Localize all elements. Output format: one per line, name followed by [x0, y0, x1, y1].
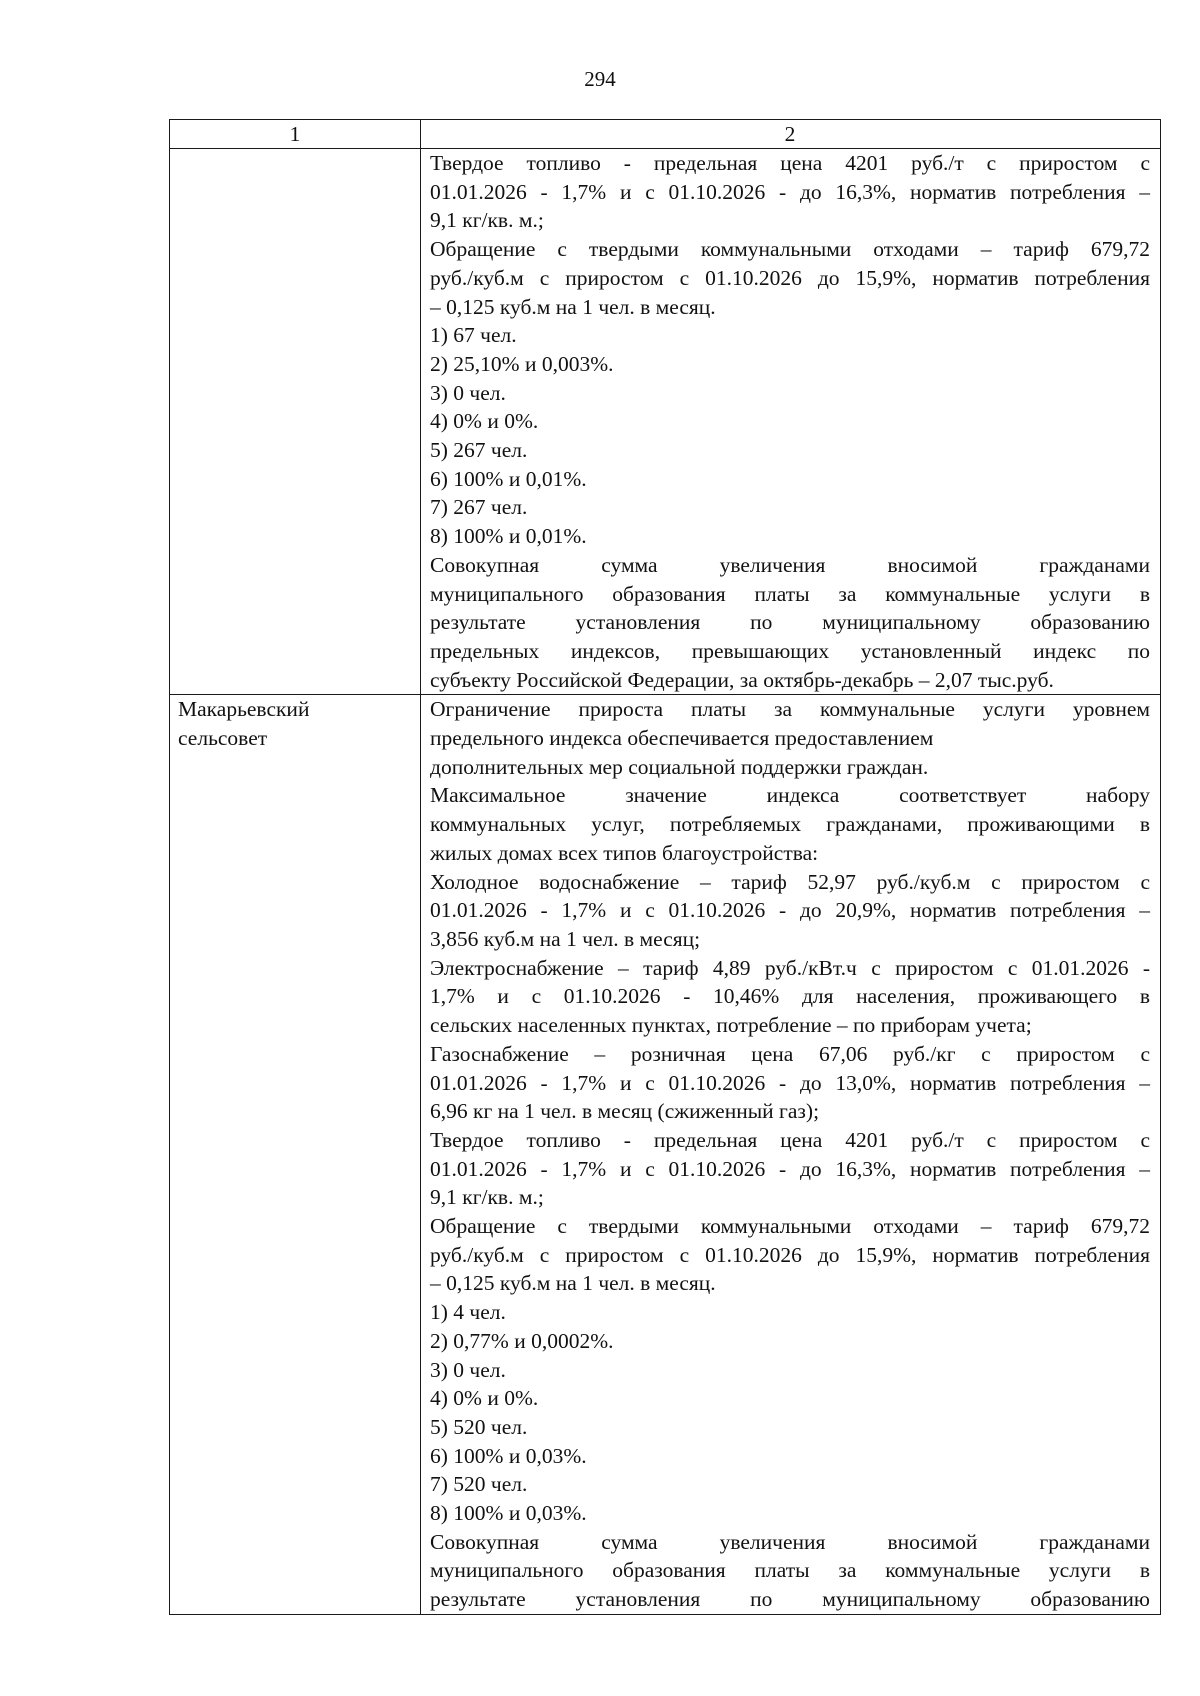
text-line: руб./куб.м с приростом с 01.10.2026 до 15,9%, норматив потребления [430, 1242, 1150, 1267]
page-number: 294 [584, 67, 616, 91]
text-line: 6) 100% и 0,01%. [430, 466, 587, 491]
text-line: 2) 25,10% и 0,003%. [430, 351, 614, 376]
text-line: 1,7% и с 01.10.2026 - 10,46% для населения, проживающего в [430, 984, 1150, 1009]
text-line: 4) 0% и 0%. [430, 409, 539, 434]
text-line: дополнительных мер социальной поддержки граждан. [430, 754, 929, 779]
text-line: жилых домах всех типов благоустройства: [430, 840, 819, 865]
text-line: 01.01.2026 - 1,7% и с 01.10.2026 - до 13,0%, норматив потребления – [430, 1070, 1150, 1095]
text-line: 6,96 кг на 1 чел. в месяц (сжиженный газ); [430, 1099, 820, 1124]
text-line: коммунальных услуг, потребляемых гражданами, проживающими в [430, 812, 1150, 837]
header-column-2: 2 [421, 120, 1161, 149]
text-line: 1) 67 чел. [430, 323, 517, 348]
text-line: предельных индексов, превышающих установленный индекс по [430, 638, 1150, 663]
text-line: муниципального образования платы за коммунальные услуги в [430, 1558, 1150, 1583]
text-line: 8) 100% и 0,01%. [430, 524, 587, 549]
text-line: 01.01.2026 - 1,7% и с 01.10.2026 - до 16,3%, норматив потребления – [430, 179, 1150, 204]
text-line: 01.01.2026 - 1,7% и с 01.10.2026 - до 16,3%, норматив потребления – [430, 1156, 1150, 1181]
text-line: субъекту Российской Федерации, за октябрь-декабрь – 2,07 тыс.руб. [430, 667, 1054, 692]
header-column-1: 1 [170, 120, 421, 149]
text-line: Холодное водоснабжение – тариф 52,97 руб./куб.м с приростом с [430, 869, 1150, 894]
text-line: Обращение с твердыми коммунальными отходами – тариф 679,72 [430, 1214, 1150, 1239]
text-line: 9,1 кг/кв. м.; [430, 208, 544, 233]
text-line: Обращение с твердыми коммунальными отходами – тариф 679,72 [430, 237, 1150, 262]
text-line: Электроснабжение – тариф 4,89 руб./кВт.ч с приростом с 01.01.2026 - [430, 955, 1150, 980]
text-line: муниципального образования платы за коммунальные услуги в [430, 581, 1150, 606]
text-line: 7) 520 чел. [430, 1472, 528, 1497]
table-header-row [170, 120, 1161, 149]
text-line: Макарьевский [178, 697, 310, 722]
text-line: Твердое топливо - предельная цена 4201 руб./т с приростом с [430, 151, 1150, 175]
text-line: – 0,125 куб.м на 1 чел. в месяц. [430, 1271, 716, 1296]
text-line: Совокупная сумма увеличения вносимой гражданами [430, 1529, 1150, 1554]
text-line: 2) 0,77% и 0,0002%. [430, 1328, 614, 1353]
text-line: предельного индекса обеспечивается предоставлением [430, 726, 934, 751]
text-line: 01.01.2026 - 1,7% и с 01.10.2026 - до 20,9%, норматив потребления – [430, 898, 1150, 923]
text-line: Максимальное значение индекса соответствует набору [430, 783, 1150, 808]
description-cell [421, 149, 1161, 695]
text-line: 9,1 кг/кв. м.; [430, 1185, 544, 1210]
text-line: сельских населенных пунктах, потребление – по приборам учета; [430, 1013, 1032, 1038]
description-cell [421, 695, 1161, 1615]
text-line: 6) 100% и 0,03%. [430, 1443, 587, 1468]
text-line: 3) 0 чел. [430, 380, 506, 405]
text-line: 5) 267 чел. [430, 438, 528, 463]
text-line: 4) 0% и 0%. [430, 1386, 539, 1411]
text-line: 7) 267 чел. [430, 495, 528, 520]
text-line: 1) 4 чел. [430, 1300, 506, 1325]
text-line: – 0,125 куб.м на 1 чел. в месяц. [430, 294, 716, 319]
text-line: 8) 100% и 0,03%. [430, 1501, 587, 1526]
table-row [170, 695, 1161, 1615]
text-line: Ограничение прироста платы за коммунальные услуги уровнем [430, 697, 1150, 722]
text-line: 5) 520 чел. [430, 1414, 528, 1439]
text-line: 3) 0 чел. [430, 1357, 506, 1382]
text-line: Твердое топливо - предельная цена 4201 руб./т с приростом с [430, 1127, 1150, 1152]
text-line: результате установления по муниципальному образованию [430, 1587, 1150, 1612]
text-line: сельсовет [178, 726, 268, 751]
document-table [169, 119, 1161, 1615]
text-line: 3,856 куб.м на 1 чел. в месяц; [430, 926, 701, 951]
text-line: Газоснабжение – розничная цена 67,06 руб./кг с приростом с [430, 1041, 1150, 1066]
municipality-cell [170, 149, 421, 695]
text-line: Совокупная сумма увеличения вносимой гражданами [430, 552, 1150, 577]
text-line: руб./куб.м с приростом с 01.10.2026 до 15,9%, норматив потребления [430, 265, 1150, 290]
text-line: результате установления по муниципальному образованию [430, 610, 1150, 635]
table-row [170, 149, 1161, 695]
municipality-cell [170, 695, 421, 1615]
